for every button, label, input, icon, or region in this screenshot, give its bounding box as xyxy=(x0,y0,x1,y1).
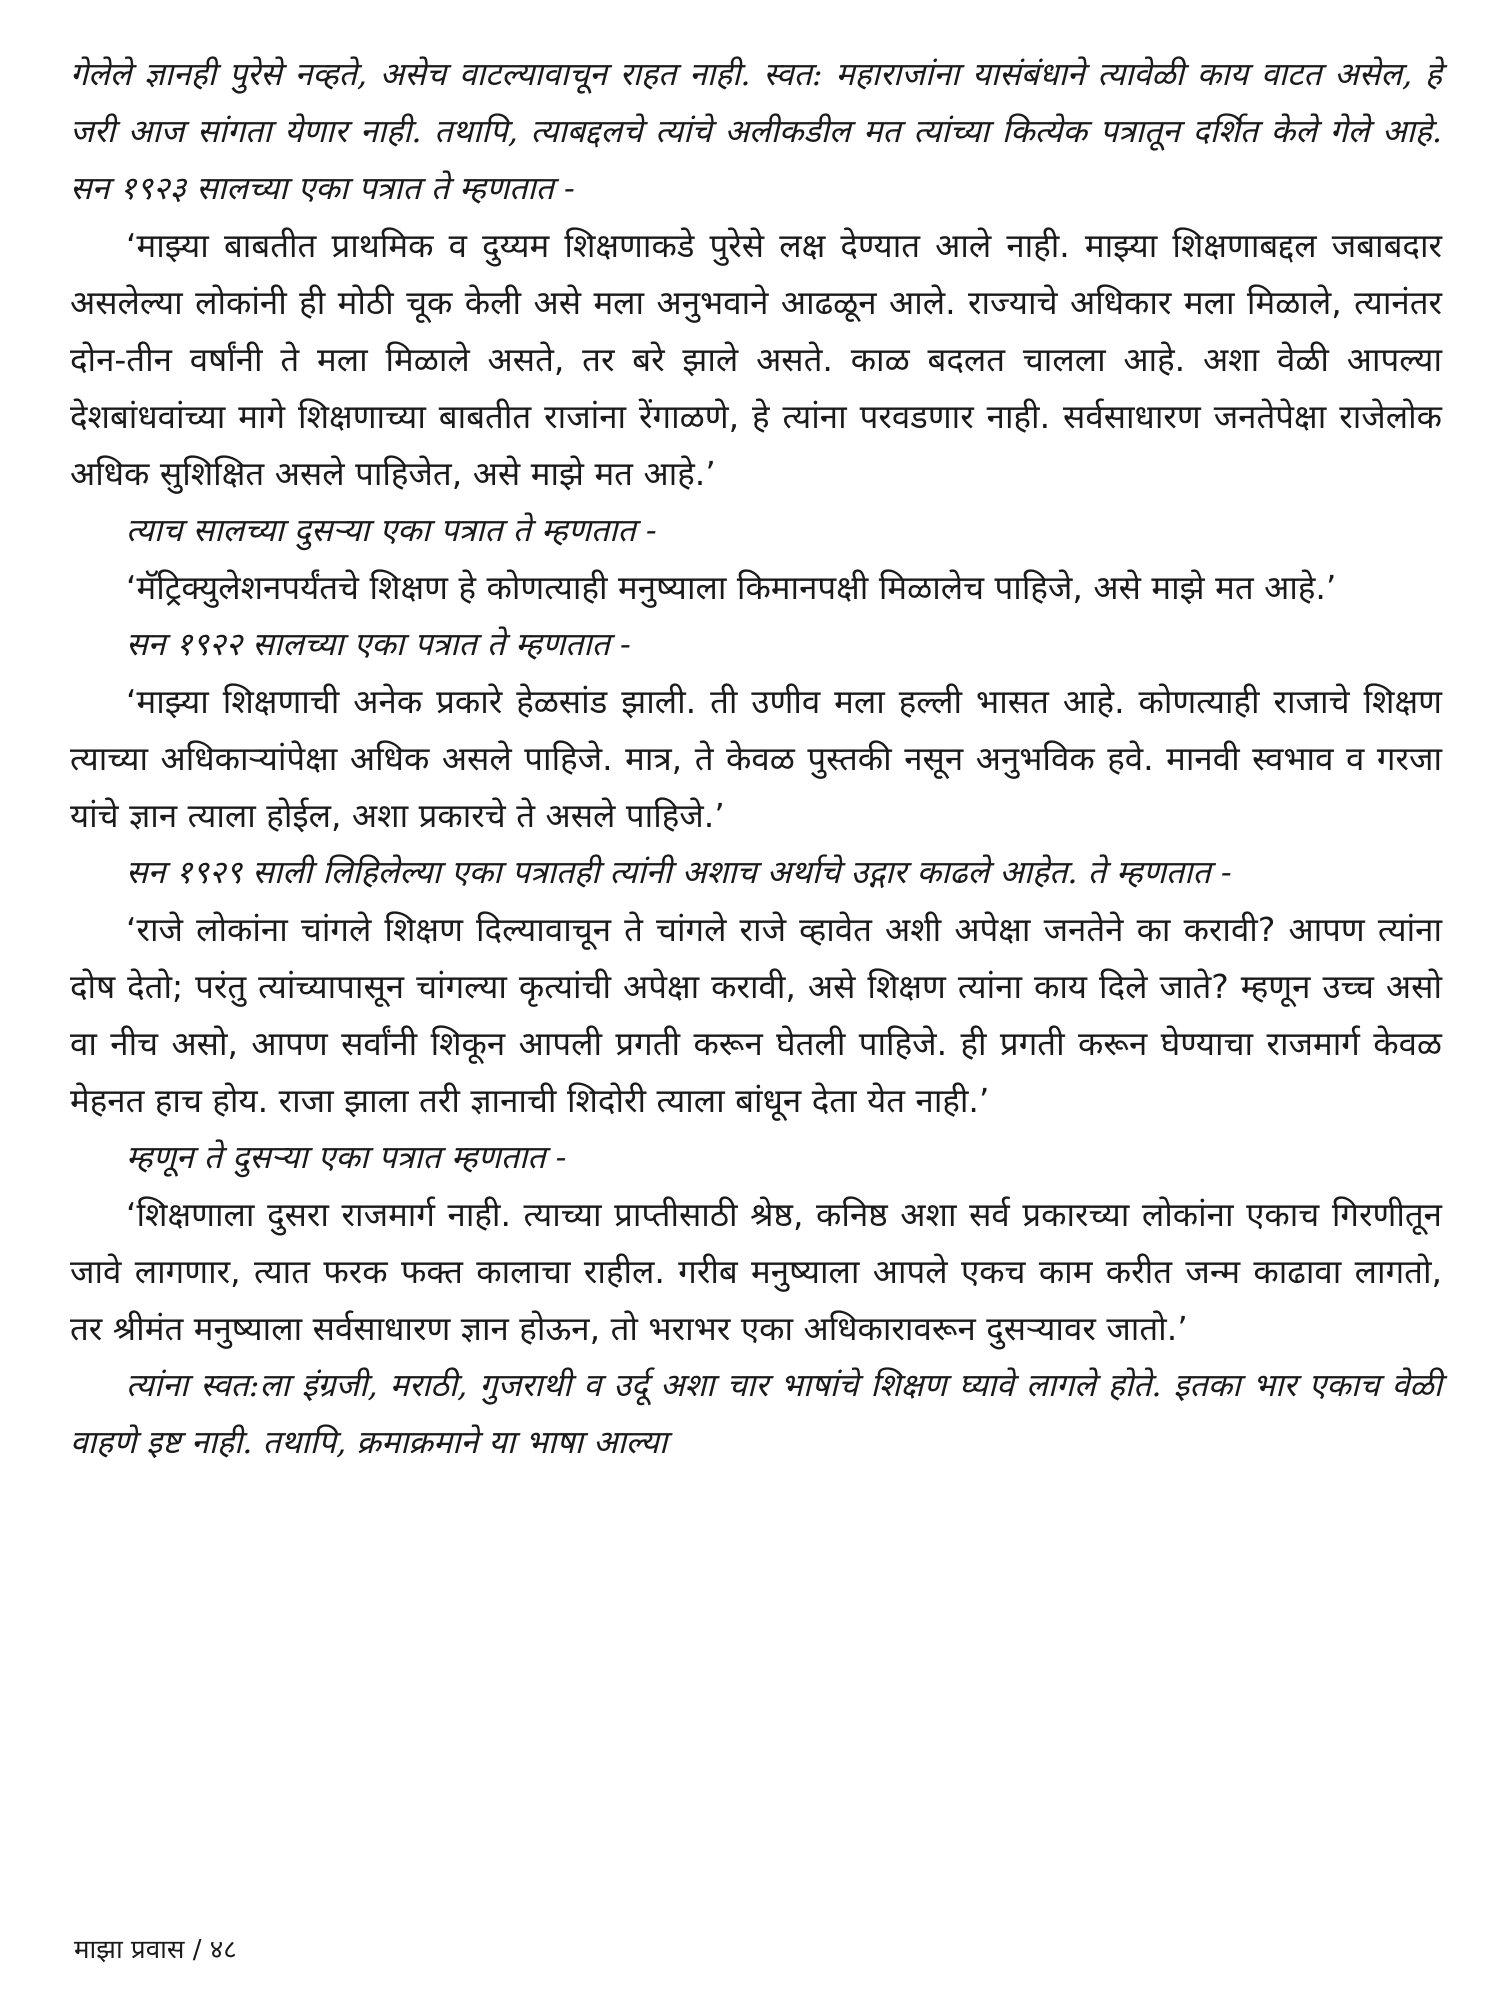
quote-royal-road: ‘शिक्षणाला दुसरा राजमार्ग नाही. त्याच्या प्राप्तीसाठी श्रेष्ठ, कनिष्ठ अशा सर्व प्रकारच्या लोकांना एकाच गिरणीतून जावे लागणार, त्यात फरक फक्त कालाचा राहील. गरीब मनुष्याला आपले एकच काम करीत जन्म काढावा लागतो, तर श्रीमंत मनुष्याला सर्वसाधारण ज्ञान होऊन, तो भराभर एका अधिकारावरून दुसऱ्यावर जातो.’ xyxy=(70,1195,1442,1348)
paragraph-1929-intro: सन १९२९ साली लिहिलेल्या एका पत्रातही त्यांनी अशाच अर्थाचे उद्गार काढले आहेत. ते म्हणतात - xyxy=(126,853,1232,891)
quote-1923-letter: ‘माझ्या बाबतीत प्राथमिक व दुय्यम शिक्षणाकडे पुरेसे लक्ष देण्यात आले नाही. माझ्या शिक्षणाबद्दल जबाबदार असलेल्या लोकांनी ही मोठी चूक केली असे मला अनुभवाने आढळून आले. राज्याचे अधिकार मला मिळाले, त्यानंतर दोन-तीन वर्षांनी ते मला मिळाले असते, तर बरे झाले असते. काळ बदलत चालला आहे. अशा वेळी आपल्या देशबांधवांच्या मागे शिक्षणाच्या बाबतीत राजांना रेंगाळणे, हे त्यांना परवडणार नाही. सर्वसाधारण जनतेपेक्षा राजेलोक अधिक सुशिक्षित असले पाहिजेत, असे माझे मत आहे.’ xyxy=(70,226,1442,493)
quote-1929-letter: ‘राजे लोकांना चांगले शिक्षण दिल्यावाचून ते चांगले राजे व्हावेत अशी अपेक्षा जनतेने का करावी? आपण त्यांना दोष देतो; परंतु त्यांच्यापासून चांगल्या कृत्यांची अपेक्षा करावी, असे शिक्षण त्यांना काय दिले जाते? म्हणून उच्च असो वा नीच असो, आपण सर्वांनी शिकून आपली प्रगती करून घेतली पाहिजे. ही प्रगती करून घेण्याचा राजमार्ग केवळ मेहनत हाच होय. राजा झाला तरी ज्ञानाची शिदोरी त्याला बांधून देता येत नाही.’ xyxy=(70,910,1442,1120)
quote-1922-letter: ‘माझ्या शिक्षणाची अनेक प्रकारे हेळसांड झाली. ती उणीव मला हल्ली भासत आहे. कोणत्याही राजाचे शिक्षण त्याच्या अधिकाऱ्यांपेक्षा अधिक असले पाहिजे. मात्र, ते केवळ पुस्तकी नसून अनुभविक हवे. मानवी स्वभाव व गरजा यांचे ज्ञान त्याला होईल, अशा प्रकारचे ते असले पाहिजे.’ xyxy=(70,682,1442,835)
paragraph-intro: गेलेले ज्ञानही पुरेसे नव्हते, असेच वाटल्यावाचून राहत नाही. स्वत: महाराजांना यासंबंधाने त्यावेळी काय वाटत असेल, हे जरी आज सांगता येणार नाही. तथापि, त्याबद्दलचे त्यांचे अलीकडील मत त्यांच्या कित्येक पत्रातून दर्शित केले गेले आहे. सन १९२३ सालच्या एका पत्रात ते म्हणतात - xyxy=(70,55,1442,207)
page-body xyxy=(70,46,1442,1471)
page-footer: माझा प्रवास / ४८ xyxy=(74,1935,237,1965)
paragraph-1922-intro: सन १९२२ सालच्या एका पत्रात ते म्हणतात - xyxy=(126,625,631,663)
quote-matriculation: ‘मॅट्रिक्युलेशनपर्यंतचे शिक्षण हे कोणत्याही मनुष्याला किमानपक्षी मिळालेच पाहिजे, असे माझे मत आहे.’ xyxy=(126,568,1337,607)
paragraph-another-letter-intro: म्हणून ते दुसऱ्या एका पत्रात म्हणतात - xyxy=(126,1138,567,1176)
paragraph-languages: त्यांना स्वत:ला इंग्रजी, मराठी, गुजराथी व उर्दू अशा चार भाषांचे शिक्षण घ्यावे लागले होते. इतका भार एकाच वेळी वाहणे इष्ट नाही. तथापि, क्रमाक्रमाने या भाषा आल्या xyxy=(70,1366,1442,1461)
paragraph-same-year-intro: त्याच सालच्या दुसऱ्या एका पत्रात ते म्हणतात - xyxy=(126,511,657,549)
